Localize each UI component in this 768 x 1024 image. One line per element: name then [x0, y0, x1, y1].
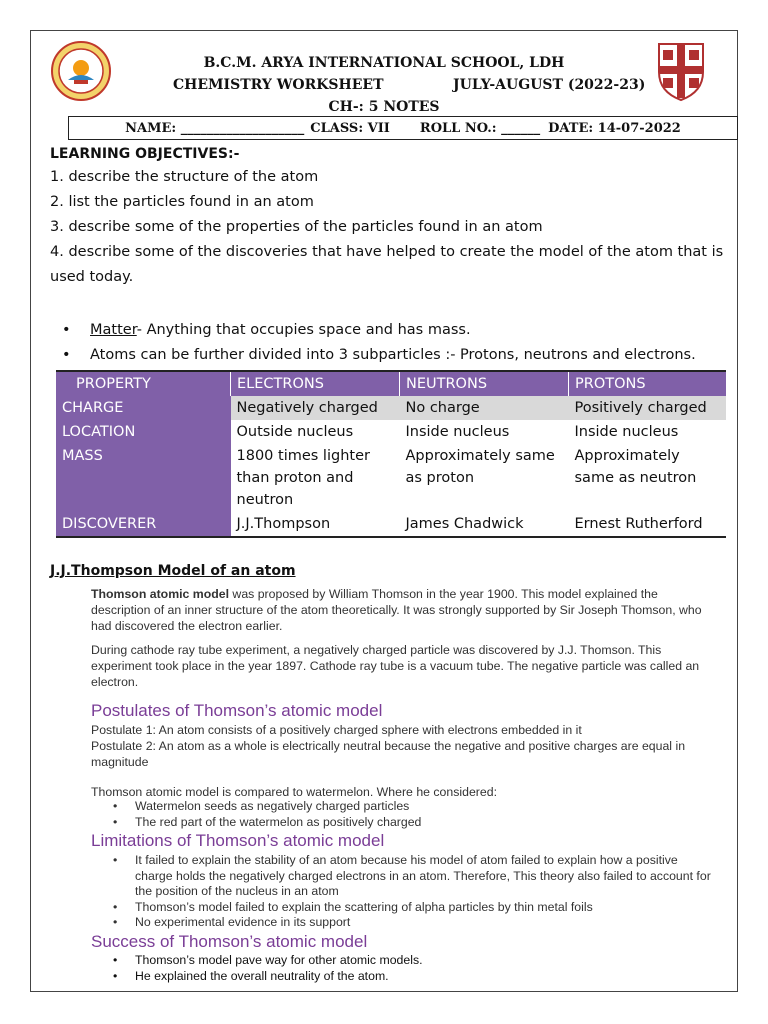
table-cell: 1800 times lighter than proton and neutron	[236, 448, 370, 508]
postulate: Postulate 2: An atom as a whole is electrically neutral because the negative and positive charges are equal in magnitude	[91, 739, 686, 769]
table-cell: Inside nucleus	[405, 424, 510, 440]
session: JULY-AUGUST (2022-23)	[453, 77, 646, 93]
school-name: B.C.M. ARYA INTERNATIONAL SCHOOL, LDH	[203, 55, 565, 71]
list-item: • Thomson’s model pave way for other atomic models.	[113, 953, 423, 967]
paragraph: During cathode ray tube experiment, a negatively charged particle was discovered by J.J. Thomson. This experiment took place in the year 1897. Cathode ray tube is a vacuum tube. The negative particle was called an electron.	[91, 643, 700, 689]
list-item: • No experimental evidence in its support	[113, 915, 351, 929]
chapter: CH-: 5 NOTES	[328, 99, 440, 115]
row-header: LOCATION	[56, 420, 231, 444]
postulates-heading: Postulates of Thomson’s atomic model	[91, 701, 383, 720]
list-item: • Watermelon seeds as negatively charged particles	[113, 799, 410, 813]
success-heading: Success of Thomson’s atomic model	[91, 932, 368, 951]
column-header: ELECTRONS	[231, 371, 400, 396]
watermelon-list	[113, 799, 713, 830]
objective-item: 2. list the particles found in an atom	[50, 194, 314, 210]
postulate: Postulate 1: An atom consists of a positively charged sphere with electrons embedded in it	[91, 723, 582, 737]
bullet-icon: •	[113, 799, 118, 813]
bullet-icon: •	[113, 853, 118, 867]
limitations-heading: Limitations of Thomson’s atomic model	[91, 831, 385, 850]
key-points	[50, 318, 740, 368]
table-cell: Ernest Rutherford	[569, 512, 727, 537]
list-item: • The red part of the watermelon as positively charged	[113, 814, 422, 829]
table-cell: Inside nucleus	[574, 424, 679, 440]
table-cell: No charge	[400, 396, 569, 420]
table-header-row	[56, 371, 726, 396]
table-cell: J.J.Thompson	[231, 512, 400, 537]
table-row	[56, 396, 726, 420]
list-item	[50, 343, 740, 368]
table-cell: Positively charged	[569, 396, 727, 420]
table-row	[56, 512, 726, 537]
name-field[interactable]: NAME: ___________________	[125, 120, 305, 136]
table-cell: Approximately same as neutron	[574, 448, 697, 486]
bullet-icon: •	[62, 347, 71, 363]
row-header: DISCOVERER	[56, 512, 231, 537]
roll-field[interactable]: ROLL NO.: ______	[419, 120, 541, 136]
bullet-icon: •	[113, 953, 118, 967]
worksheet-title: CHEMISTRY WORKSHEET	[173, 77, 384, 93]
objective-item: 3. describe some of the properties of the particles found in an atom	[50, 219, 543, 235]
paragraph-text: was proposed by William Thomson in the year 1900. This model explained the description of an inner structure of the atom theoretically. It was strongly supported by Sir Joseph Thomson, who had discovered the electron earlier.	[91, 587, 702, 633]
objectives-title: LEARNING OBJECTIVES:-	[50, 146, 240, 162]
list-item: • He explained the overall neutrality of the atom.	[113, 968, 389, 983]
success-list	[113, 953, 713, 984]
objective-item: 4. describe some of the discoveries that have helped to create the model of the atom that is used today.	[50, 244, 724, 285]
bullet-icon: •	[62, 322, 71, 338]
table-cell: James Chadwick	[400, 512, 569, 537]
date-field: DATE: 14-07-2022	[548, 120, 681, 136]
row-header: CHARGE	[56, 396, 231, 420]
list-item: • It failed to explain the stability of an atom because his model of atom failed to explain how a positive charge holds the negatively charged electrons in an atom. Therefore, This theory also failed to account for the position of the nucleus in an atom	[113, 853, 711, 898]
limitations-list	[113, 853, 713, 931]
student-info-bar	[68, 116, 738, 140]
column-header: NEUTRONS	[400, 371, 569, 396]
table-cell: Approximately same as proton	[405, 448, 555, 486]
table-row	[56, 444, 726, 512]
list-item: • Thomson’s model failed to explain the scattering of alpha particles by thin metal foils	[113, 899, 593, 914]
objective-item: 1. describe the structure of the atom	[50, 169, 319, 185]
section-title: J.J.Thompson Model of an atom	[50, 563, 296, 579]
table-cell: Outside nucleus	[236, 424, 354, 440]
objectives-list	[50, 165, 730, 290]
row-header: MASS	[56, 444, 231, 512]
watermelon-intro: Thomson atomic model is compared to watermelon. Where he considered:	[91, 785, 497, 799]
worksheet-header	[30, 52, 738, 118]
class-field: CLASS: VII	[310, 120, 390, 136]
postulates-block	[91, 722, 716, 770]
table-row	[56, 420, 726, 444]
column-header: PROPERTY	[56, 371, 231, 396]
bullet-icon: •	[113, 899, 118, 914]
bullet-icon: •	[113, 915, 118, 929]
paragraph	[91, 586, 711, 634]
atoms-point: Atoms can be further divided into 3 subparticles :- Protons, neutrons and electrons.	[90, 347, 696, 363]
particle-properties-table	[56, 370, 726, 538]
bullet-icon: •	[113, 968, 118, 983]
bold-term: Thomson atomic model	[91, 587, 230, 601]
bullet-icon: •	[113, 814, 118, 829]
matter-term: Matter	[90, 322, 137, 338]
column-header: PROTONS	[569, 371, 727, 396]
list-item	[50, 318, 740, 343]
matter-definition: - Anything that occupies space and has mass.	[136, 322, 471, 338]
table-cell: Negatively charged	[231, 396, 400, 420]
